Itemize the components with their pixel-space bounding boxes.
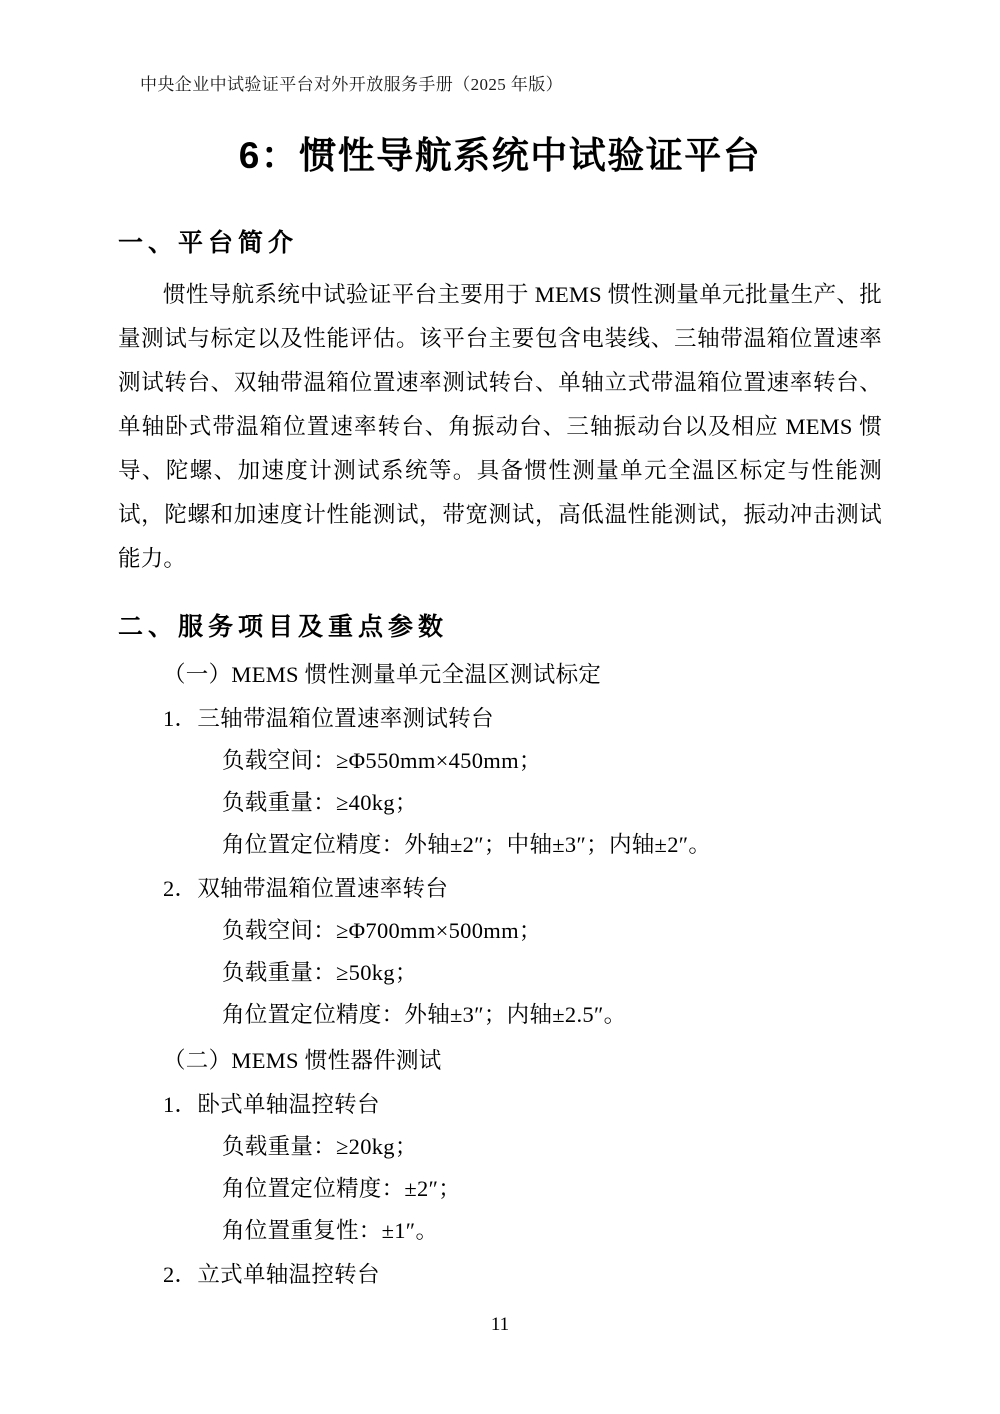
page-number: 11 bbox=[490, 1314, 510, 1335]
spec-line: 角位置重复性：±1″。 bbox=[222, 1218, 439, 1243]
section-1-paragraph: 惯性导航系统中试验证平台主要用于 MEMS 惯性测量单元批量生产、批量测试与标定以及性能评估。该平台主要包含电装线、三轴带温箱位置速率测试转台、双轴带温箱位置速率测试转台、单轴立式带温箱位置速率转台、单轴卧式带温箱位置速率转台、角振动台、三轴振动台以及相应 MEMS 惯导、陀螺、加速度计测试系统等。具备惯性测量单元全温区标定与性能测试，陀螺和加速度计性能测试，带宽测试，高低温性能测试，振动冲击测试能力。 bbox=[118, 282, 882, 571]
numbered-item: 2．双轴带温箱位置速率转台 bbox=[163, 876, 449, 901]
numbered-item: 2．立式单轴温控转台 bbox=[163, 1262, 380, 1287]
spec-line: 角位置定位精度：±2″； bbox=[222, 1176, 462, 1201]
spec-line: 负载重量：≥50kg； bbox=[222, 960, 418, 985]
section-heading-1: 一、平台简介 bbox=[118, 230, 299, 257]
subsection-label-2: （二）MEMS 惯性器件测试 bbox=[163, 1048, 442, 1073]
page-title: 6：惯性导航系统中试验证平台 bbox=[238, 135, 762, 176]
spec-line: 角位置定位精度：外轴±2″；中轴±3″；内轴±2″。 bbox=[222, 832, 712, 857]
subsection-label-1: （一）MEMS 惯性测量单元全温区测试标定 bbox=[163, 662, 602, 687]
numbered-item: 1．三轴带温箱位置速率测试转台 bbox=[163, 706, 494, 731]
spec-line: 负载重量：≥40kg； bbox=[222, 790, 418, 815]
spec-line: 负载重量：≥20kg； bbox=[222, 1134, 418, 1159]
spec-line: 负载空间：≥Φ700mm×500mm； bbox=[222, 918, 542, 943]
spec-line: 角位置定位精度：外轴±3″；内轴±2.5″。 bbox=[222, 1002, 627, 1027]
spec-line: 负载空间：≥Φ550mm×450mm； bbox=[222, 748, 542, 773]
numbered-item: 1．卧式单轴温控转台 bbox=[163, 1092, 380, 1117]
section-heading-2: 二、服务项目及重点参数 bbox=[118, 614, 449, 641]
running-head: 中央企业中试验证平台对外开放服务手册（2025 年版） bbox=[140, 75, 564, 94]
